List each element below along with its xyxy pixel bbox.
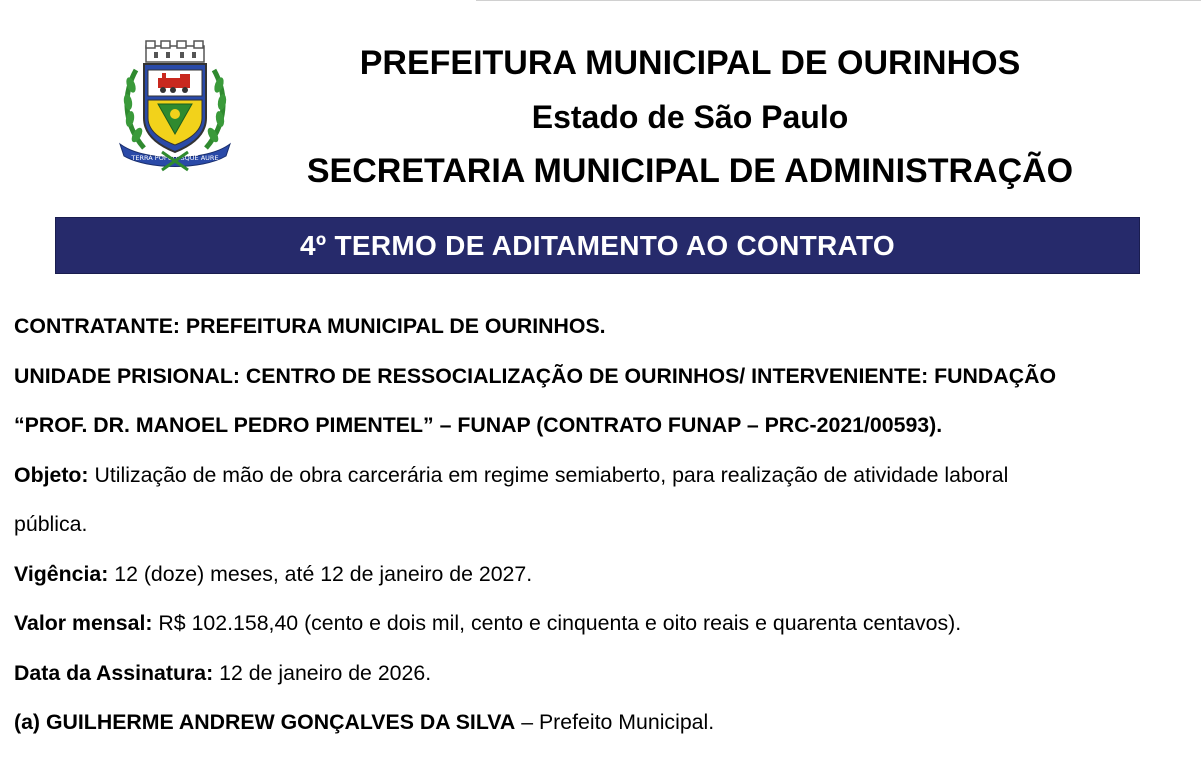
objeto-label: Objeto: [14,462,89,487]
signer-name: (a) GUILHERME ANDREW GONÇALVES DA SILVA [14,710,516,734]
vigencia-line [14,550,1194,600]
unidade-line-2: “PROF. DR. MANOEL PEDRO PIMENTEL” – FUNAP (CONTRATO FUNAP – PRC-2021/00593). [14,413,943,437]
vigencia-value: 12 (doze) meses, até 12 de janeiro de 2027. [114,561,533,586]
valor-label: Valor mensal: [14,611,153,635]
objeto-line-2: pública. [14,512,88,536]
document-title-banner [55,217,1140,274]
signer-role: – Prefeito Municipal. [521,710,715,734]
objeto-text: Utilização de mão de obra carcerária em regime semiaberto, para realização de atividade laboral [94,462,1009,487]
vigencia-label: Vigência: [14,561,109,586]
header-line-prefeitura: PREFEITURA MUNICIPAL DE OURINHOS [359,44,1021,82]
contract-body [14,302,1194,748]
header-line-estado: Estado de São Paulo [531,99,849,135]
valor-line [14,599,1194,649]
unidade-line-1: UNIDADE PRISIONAL: CENTRO DE RESSOCIALIZAÇÃO DE OURINHOS/ INTERVENIENTE: FUNDAÇÃO [14,363,1057,388]
crest-motto-text: TERRA POPULUSQUE AURE [131,154,219,162]
header-line-secretaria: SECRETARIA MUNICIPAL DE ADMINISTRAÇÃO [306,152,1074,190]
data-assinatura-value: 12 de janeiro de 2026. [219,660,432,685]
data-assinatura-label: Data da Assinatura: [14,660,214,685]
top-rule [476,0,1201,1]
document-header [245,36,1135,198]
document-title: 4º TERMO DE ADITAMENTO AO CONTRATO [300,229,895,261]
data-assinatura-line [14,649,1194,699]
objeto-line-1 [14,451,1194,501]
municipal-crest-logo [114,40,236,172]
contratante-line: CONTRATANTE: PREFEITURA MUNICIPAL DE OURINHOS. [14,314,606,338]
signer-line [14,698,1194,748]
valor-value: R$ 102.158,40 (cento e dois mil, cento e cinquenta e oito reais e quarenta centavos). [158,611,962,635]
